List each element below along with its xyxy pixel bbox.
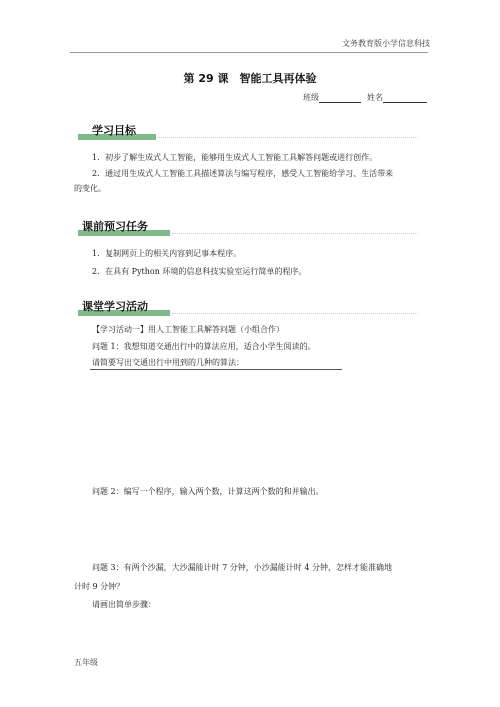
section-activity-heading xyxy=(78,298,418,318)
name-label: 姓名 xyxy=(367,93,383,102)
section-dotted-rule xyxy=(172,233,418,234)
section-title: 课堂学习活动 xyxy=(82,300,148,313)
question-1-prompt: 请简要写出交通出行中用到的几种的算法： xyxy=(92,358,244,367)
name-blank[interactable] xyxy=(383,93,427,103)
preview-item-2: 2．在具有 Python 环境的信息科技实验室运行简单的程序。 xyxy=(92,267,307,276)
question-3-line-2: 计时 9 分钟？ xyxy=(74,582,125,591)
section-title: 学习目标 xyxy=(92,124,136,137)
header-divider xyxy=(70,52,428,53)
lesson-title: 第 29 课 智能工具再体验 xyxy=(183,72,317,85)
question-1: 问题 1：我想知道交通出行中的算法应用，适合小学生阅读的。 xyxy=(92,342,316,351)
activity-1-heading: 【学习活动一】用人工智能工具解答问题（小组合作） xyxy=(92,325,284,334)
section-dotted-rule xyxy=(172,313,418,314)
section-dotted-rule xyxy=(158,137,418,138)
class-blank[interactable] xyxy=(319,93,361,103)
section-title: 课前预习任务 xyxy=(82,220,148,233)
question-3-line-1: 问题 3：有两个沙漏，大沙漏能计时 7 分钟，小沙漏能计时 4 分钟，怎样才能准确地 xyxy=(92,563,392,572)
grade-footer: 五年级 xyxy=(74,658,98,667)
class-name-row xyxy=(303,92,427,103)
question-3-prompt: 请画出简单步骤： xyxy=(92,600,156,609)
goal-item-2-cont: 的变化。 xyxy=(74,184,106,193)
preview-item-1: 1．复制网页上的相关内容到记事本程序。 xyxy=(92,249,242,258)
goal-item-1: 1．初步了解生成式人工智能，能够用生成式人工智能工具解答问题或进行创作。 xyxy=(92,153,378,162)
answer-line[interactable] xyxy=(90,369,342,370)
section-goals-heading xyxy=(78,122,418,142)
publisher-header: 文务教育版小学信息科技 xyxy=(342,39,430,48)
goal-item-2: 2．通过用生成式人工智能工具描述算法与编写程序，感受人工智能给学习、生活带来 xyxy=(92,169,394,178)
section-preview-heading xyxy=(78,218,418,238)
question-2: 问题 2：编写一个程序，输入两个数，计算这两个数的和并输出。 xyxy=(92,487,324,496)
class-label: 班级 xyxy=(303,93,319,102)
